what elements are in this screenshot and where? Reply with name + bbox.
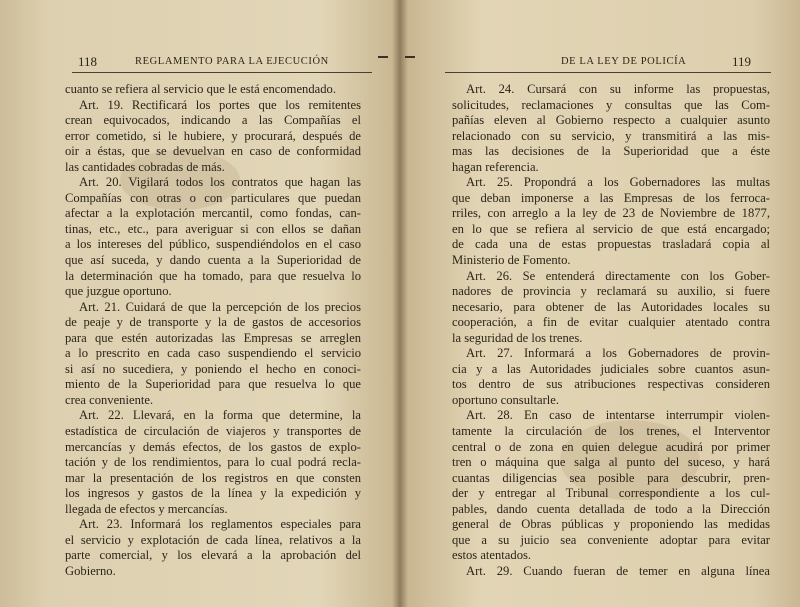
text-line: Art. 25. Propondrá a los Gobernadores las multas: [466, 175, 770, 190]
text-line: cuanto se refiera al servicio que le está encomendado.: [65, 82, 336, 96]
text-line: afectar a la explotación mercantil, como fondas, can-: [65, 206, 361, 221]
text-line: estadística de circulación de viajeros y transportes de: [65, 424, 361, 439]
text-line: miento de la Superioridad para que resuelva lo que: [65, 377, 361, 392]
text-line: en lo que se refiera al servicio de que está encargado;: [452, 221, 770, 236]
text-line: que así suceda, y dando cuenta a la Superioridad de: [65, 253, 361, 268]
text-line: Art. 23. Informará los reglamentos especiales para: [79, 517, 361, 532]
text-line: mar la presentación de los registros en que consten: [65, 470, 361, 485]
page-number-right: 119: [732, 54, 752, 69]
running-head-right: DE LA LEY DE POLICÍA: [561, 56, 687, 67]
text-line: cia y a las Autoridades judiciales sobre cuantos asun-: [452, 361, 770, 376]
text-line: general de Obras públicas y proponiendo las medidas: [452, 517, 770, 532]
text-line: relacionado con su servicio, y transmitirá a las mis-: [452, 128, 770, 143]
text-line: Ministerio de Fomento.: [452, 253, 571, 268]
text-line: tren o máquina que salga al punto del suceso, y hará: [452, 455, 770, 470]
text-line: crean equivocados, indicando a las Compañías el: [65, 113, 361, 128]
left-page-body: [65, 82, 361, 580]
text-line: oportuno consultarle.: [452, 392, 560, 407]
text-line: Art. 24. Cursará con su informe las propuestas,: [466, 82, 770, 96]
text-line: Art. 29. Cuando fueran de temer en alguna línea: [466, 563, 770, 578]
head-rule-right: [445, 72, 771, 73]
right-page-body: [452, 82, 770, 580]
page-edge-mark: [378, 56, 388, 58]
text-line: Compañías con otras o con particulares que puedan: [65, 190, 361, 205]
text-line: tinas, etc., etc., para averiguar si con ellos se dañan: [65, 221, 361, 236]
text-line: mercancías y demás efectos, de los gastos de explo-: [65, 439, 361, 454]
text-line: a lo prescrito en cada caso suspendiendo el servicio: [65, 346, 361, 361]
text-line: nadores de provincia y reclamará su auxilio, si fuere: [452, 284, 770, 299]
text-line: los ingresos y gastos de la línea y la expedición y: [65, 486, 361, 501]
text-line: Art. 19. Rectificará los portes que los remitentes: [79, 97, 361, 112]
text-line: error cometido, si le hubiere, y procurará, después de: [65, 128, 361, 143]
text-line: Art. 22. Llevará, en la forma que determine, la: [79, 408, 361, 423]
text-line: de cada una de estas propuestas trasladará copia al: [452, 237, 770, 252]
text-line: que a su juicio sea conveniente adoptar para evitar: [452, 532, 770, 547]
text-line: parte comercial, y los elevará a la aprobación del: [65, 548, 361, 563]
head-rule-left: [72, 72, 372, 73]
text-line: la determinación que ha tomado, para que resuelva lo: [65, 268, 361, 283]
text-line: el servicio y explotación de cada línea, relativos a la: [65, 532, 361, 547]
text-line: la seguridad de los trenes.: [452, 330, 583, 345]
text-line: Art. 26. Se entenderá directamente con los Gober-: [466, 268, 770, 283]
text-line: mas las decisiones de la Superioridad que a éste: [452, 144, 770, 159]
text-line: solicitudes, reclamaciones y consultas que las Com-: [452, 97, 770, 112]
text-line: tos dentro de sus atribuciones respectivas consideren: [452, 377, 770, 392]
text-line: tamente la circulación de los trenes, el Interventor: [452, 424, 770, 439]
text-line: crea conveniente.: [65, 392, 154, 407]
text-line: si así no sucediera, y poniendo el hecho en conoci-: [65, 361, 361, 376]
text-line: a los intereses del público, suspendiéndolos en el caso: [65, 237, 361, 252]
running-head-left: REGLAMENTO PARA LA EJECUCIÓN: [135, 56, 329, 67]
text-line: central o de zona en quien delegue acudirá por primer: [452, 439, 770, 454]
text-line: oir a éstas, que se devuelvan en caso de conformidad: [65, 144, 361, 159]
text-line: estos atentados.: [452, 548, 532, 563]
text-line: cooperación, a fin de evitar cualquier atentado contra: [452, 315, 770, 330]
text-line: pañías eleven al Gobierno respecto a cualquier asunto: [452, 113, 770, 128]
text-line: las cantidades cobradas de más.: [65, 159, 225, 174]
left-page: [0, 0, 399, 607]
page-edge-mark: [405, 56, 415, 58]
text-line: Gobierno.: [65, 563, 116, 578]
text-line: Art. 21. Cuidará de que la percepción de los precios: [79, 299, 361, 314]
text-line: Art. 20. Vigilará todos los contratos que hagan las: [79, 175, 361, 190]
page-number-left: 118: [78, 54, 98, 69]
text-line: cuantas diligencias sea posible para descubrir, pren-: [452, 470, 770, 485]
text-line: de peaje y de transporte y la de gastos de accesorios: [65, 315, 361, 330]
text-line: Art. 27. Informará a los Gobernadores de provin-: [466, 346, 770, 361]
text-line: que deban imponerse a las Empresas de los ferroca-: [452, 190, 770, 205]
text-line: tación y de los rendimientos, para lo cual podrá recla-: [65, 455, 361, 470]
text-line: pables, dando cuenta detallada de todo a la Dirección: [452, 501, 770, 516]
text-line: necesario, para obtener de las Autoridades locales su: [452, 299, 770, 314]
text-line: hagan referencia.: [452, 159, 539, 174]
text-line: que juzgue oportuno.: [65, 284, 172, 299]
text-line: llegada de efectos y mercancías.: [65, 501, 228, 516]
right-page: [401, 0, 800, 607]
text-line: der y entregar al Tribunal correspondiente a los cul-: [452, 486, 770, 501]
text-line: Art. 28. En caso de intentarse interrumpir violen-: [466, 408, 770, 423]
text-line: rriles, con arreglo a la ley de 23 de Noviembre de 1877,: [452, 206, 770, 221]
text-line: para que estén autorizadas las Empresas se arreglen: [65, 330, 361, 345]
